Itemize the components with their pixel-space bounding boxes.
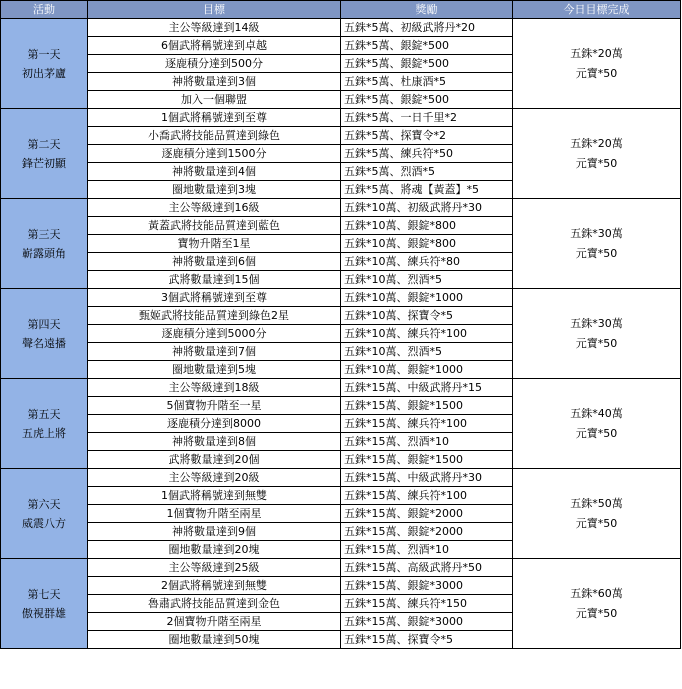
daily-reward-item: 五銖*20萬 <box>570 46 623 60</box>
reward-cell: 五銖*15萬、探寶令*5 <box>341 631 513 649</box>
day-label: 第二天 <box>27 137 61 151</box>
goal-cell: 甄姬武將技能品質達到綠色2星 <box>88 307 341 325</box>
day-title: 初出茅廬 <box>22 66 66 80</box>
goal-cell: 圈地數量達到20塊 <box>88 541 341 559</box>
goal-cell: 1個寶物升階至兩星 <box>88 505 341 523</box>
daily-reward-cell <box>513 199 681 289</box>
reward-cell: 五銖*10萬、烈酒*5 <box>341 271 513 289</box>
table-row <box>1 469 681 487</box>
goal-cell: 逐鹿積分達到500分 <box>88 55 341 73</box>
reward-cell: 五銖*15萬、銀錠*2000 <box>341 523 513 541</box>
header-activity: 活動 <box>1 1 88 19</box>
table-row <box>1 289 681 307</box>
reward-cell: 五銖*15萬、銀錠*2000 <box>341 505 513 523</box>
goal-cell: 主公等級達到18級 <box>88 379 341 397</box>
day-label: 第三天 <box>27 227 61 241</box>
day-cell <box>1 19 88 109</box>
daily-reward-item: 元寶*50 <box>575 516 618 530</box>
table-row <box>1 379 681 397</box>
daily-reward-cell <box>513 109 681 199</box>
day-cell <box>1 559 88 649</box>
reward-cell: 五銖*10萬、烈酒*5 <box>341 343 513 361</box>
daily-reward-item: 元寶*50 <box>575 606 618 620</box>
reward-cell: 五銖*10萬、銀錠*800 <box>341 217 513 235</box>
goal-cell: 主公等級達到20級 <box>88 469 341 487</box>
reward-cell: 五銖*10萬、練兵符*80 <box>341 253 513 271</box>
goal-cell: 圈地數量達到5塊 <box>88 361 341 379</box>
goal-cell: 逐鹿積分達到5000分 <box>88 325 341 343</box>
goal-cell: 圈地數量達到3塊 <box>88 181 341 199</box>
goal-cell: 5個寶物升階至一星 <box>88 397 341 415</box>
reward-cell: 五銖*10萬、探寶令*5 <box>341 307 513 325</box>
day-label: 第六天 <box>27 497 61 511</box>
goal-cell: 神將數量達到6個 <box>88 253 341 271</box>
daily-reward-item: 五銖*50萬 <box>570 496 623 510</box>
goal-cell: 2個武將稱號達到無雙 <box>88 577 341 595</box>
goal-cell: 主公等級達到14級 <box>88 19 341 37</box>
reward-cell: 五銖*5萬、杜康酒*5 <box>341 73 513 91</box>
goal-cell: 1個武將稱號達到無雙 <box>88 487 341 505</box>
goal-cell: 2個寶物升階至兩星 <box>88 613 341 631</box>
reward-cell: 五銖*10萬、練兵符*100 <box>341 325 513 343</box>
day-title: 五虎上將 <box>22 426 66 440</box>
goal-cell: 1個武將稱號達到至尊 <box>88 109 341 127</box>
goal-cell: 黃蓋武將技能品質達到藍色 <box>88 217 341 235</box>
reward-cell: 五銖*5萬、銀錠*500 <box>341 37 513 55</box>
reward-cell: 五銖*10萬、銀錠*1000 <box>341 289 513 307</box>
day-title: 嶄露頭角 <box>22 246 66 260</box>
reward-cell: 五銖*5萬、銀錠*500 <box>341 55 513 73</box>
reward-cell: 五銖*5萬、初級武將丹*20 <box>341 19 513 37</box>
daily-reward-item: 五銖*40萬 <box>570 406 623 420</box>
reward-cell: 五銖*5萬、探寶令*2 <box>341 127 513 145</box>
goal-cell: 神將數量達到9個 <box>88 523 341 541</box>
reward-cell: 五銖*5萬、烈酒*5 <box>341 163 513 181</box>
reward-cell: 五銖*15萬、銀錠*1500 <box>341 397 513 415</box>
goal-cell: 魯肅武將技能品質達到金色 <box>88 595 341 613</box>
goal-cell: 3個武將稱號達到至尊 <box>88 289 341 307</box>
goal-cell: 逐鹿積分達到1500分 <box>88 145 341 163</box>
day-title: 鋒芒初顯 <box>22 156 66 170</box>
goal-cell: 主公等級達到25級 <box>88 559 341 577</box>
daily-reward-cell <box>513 289 681 379</box>
goal-cell: 主公等級達到16級 <box>88 199 341 217</box>
reward-cell: 五銖*15萬、練兵符*100 <box>341 415 513 433</box>
header-row <box>1 1 681 19</box>
daily-reward-item: 五銖*20萬 <box>570 136 623 150</box>
table-row <box>1 19 681 37</box>
daily-reward-cell <box>513 559 681 649</box>
reward-cell: 五銖*15萬、烈酒*10 <box>341 541 513 559</box>
table-row <box>1 199 681 217</box>
reward-cell: 五銖*5萬、將魂【黃蓋】*5 <box>341 181 513 199</box>
daily-reward-cell <box>513 379 681 469</box>
reward-cell: 五銖*5萬、一日千里*2 <box>341 109 513 127</box>
table-body <box>1 19 681 649</box>
reward-cell: 五銖*15萬、烈酒*10 <box>341 433 513 451</box>
reward-cell: 五銖*15萬、銀錠*3000 <box>341 613 513 631</box>
daily-reward-item: 元寶*50 <box>575 426 618 440</box>
day-label: 第五天 <box>27 407 61 421</box>
goal-cell: 神將數量達到4個 <box>88 163 341 181</box>
header-daily-complete: 今日目標完成 <box>513 1 681 19</box>
daily-reward-item: 元寶*50 <box>575 246 618 260</box>
reward-cell: 五銖*5萬、銀錠*500 <box>341 91 513 109</box>
day-title: 聲名遠播 <box>22 336 66 350</box>
day-cell <box>1 289 88 379</box>
goal-cell: 神將數量達到8個 <box>88 433 341 451</box>
reward-cell: 五銖*15萬、銀錠*1500 <box>341 451 513 469</box>
reward-cell: 五銖*15萬、練兵符*100 <box>341 487 513 505</box>
header-reward: 獎勵 <box>341 1 513 19</box>
day-cell <box>1 199 88 289</box>
day-label: 第一天 <box>27 47 61 61</box>
day-title: 威震八方 <box>22 516 66 530</box>
day-cell <box>1 379 88 469</box>
goal-cell: 6個武將稱號達到卓越 <box>88 37 341 55</box>
daily-reward-cell <box>513 469 681 559</box>
table-row <box>1 559 681 577</box>
reward-cell: 五銖*5萬、練兵符*50 <box>341 145 513 163</box>
daily-reward-item: 五銖*30萬 <box>570 226 623 240</box>
reward-cell: 五銖*10萬、銀錠*1000 <box>341 361 513 379</box>
reward-cell: 五銖*15萬、高級武將丹*50 <box>341 559 513 577</box>
goal-cell: 神將數量達到3個 <box>88 73 341 91</box>
goal-cell: 逐鹿積分達到8000 <box>88 415 341 433</box>
daily-reward-item: 元寶*50 <box>575 156 618 170</box>
daily-reward-item: 元寶*50 <box>575 336 618 350</box>
daily-reward-item: 五銖*30萬 <box>570 316 623 330</box>
goal-cell: 加入一個聯盟 <box>88 91 341 109</box>
table-row <box>1 109 681 127</box>
day-cell <box>1 469 88 559</box>
day-label: 第四天 <box>27 317 61 331</box>
reward-cell: 五銖*10萬、銀錠*800 <box>341 235 513 253</box>
goal-cell: 圈地數量達到50塊 <box>88 631 341 649</box>
header-goal: 目標 <box>88 1 341 19</box>
daily-reward-cell <box>513 19 681 109</box>
reward-cell: 五銖*15萬、銀錠*3000 <box>341 577 513 595</box>
day-label: 第七天 <box>27 587 61 601</box>
daily-reward-item: 元寶*50 <box>575 66 618 80</box>
day-title: 傲視群雄 <box>22 606 66 620</box>
daily-reward-item: 五銖*60萬 <box>570 586 623 600</box>
reward-cell: 五銖*15萬、中級武將丹*30 <box>341 469 513 487</box>
goal-cell: 武將數量達到20個 <box>88 451 341 469</box>
day-cell <box>1 109 88 199</box>
reward-cell: 五銖*15萬、中級武將丹*15 <box>341 379 513 397</box>
goal-cell: 小喬武將技能品質達到綠色 <box>88 127 341 145</box>
reward-cell: 五銖*10萬、初級武將丹*30 <box>341 199 513 217</box>
goal-cell: 寶物升階至1星 <box>88 235 341 253</box>
goal-cell: 武將數量達到15個 <box>88 271 341 289</box>
goal-cell: 神將數量達到7個 <box>88 343 341 361</box>
reward-cell: 五銖*15萬、練兵符*150 <box>341 595 513 613</box>
